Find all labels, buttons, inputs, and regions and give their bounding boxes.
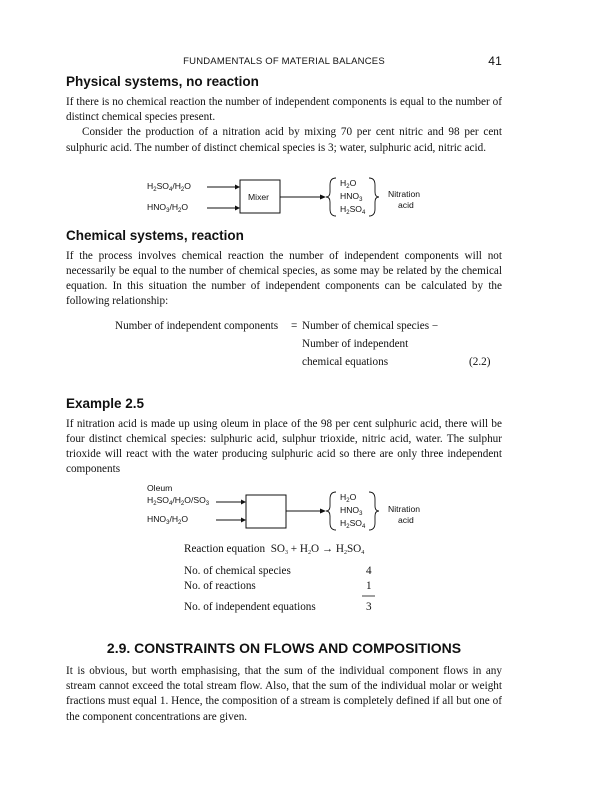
reaction-equation: $SO_3 + H_2O \to H_2SO_4$ bbox=[270, 543, 365, 556]
equation-lhs: Number of independent components bbox=[115, 320, 279, 332]
paragraph-constraints: It is obvious, but worth emphasising, that the sum of the individual component flows in any stream cannot exceed the total stream flow. Also, that the sum of the individual molar or weight fractions must equal 1. Hence, the composition of a stream is completely defined if all but one of the component concentrations are given. bbox=[66, 665, 502, 723]
equation-rhs-line2: Number of independent bbox=[302, 338, 409, 350]
oleum-outlet-water: $H_2O$ bbox=[340, 492, 357, 504]
oleum-left-brace bbox=[326, 492, 336, 530]
outlet-species-sulphuric: $H_2SO_4$ bbox=[340, 204, 366, 216]
paragraph-reaction-systems: If the process involves chemical reaction the number of independent components will not necessarily be equal to the number of chemical species, as some may be related by the chemical equation. In this situation the number of independent components can be calculated by the following relationship: bbox=[66, 249, 502, 308]
arrow-oleum-inlet-2 bbox=[241, 518, 246, 523]
oleum-product-line2: acid bbox=[398, 515, 414, 525]
oleum-inlet-label-2: $HNO_3/H_2O$ bbox=[147, 514, 189, 526]
row-value: 4 bbox=[366, 565, 372, 577]
arrow-oleum-outlet bbox=[320, 509, 326, 514]
paragraph-oleum-example: If nitration acid is made up using oleum in place of the 98 per cent sulphuric acid, there will be four distinct chemical species: sulphuric acid, sulphur trioxide, nitric acid, water. The sulphur trioxide will react with the water producing sulphuric acid so there are only three independent components bbox=[66, 417, 502, 476]
outlet-species-nitric: $HNO_3$ bbox=[340, 191, 363, 203]
reaction-label: Reaction equation bbox=[184, 543, 266, 555]
paragraph-nitration-example: Consider the production of a nitration acid by mixing 70 per cent nitric and 98 per cent sulphuric acid. The number of distinct chemical species is 3; water, sulphuric acid, nitric acid. bbox=[66, 126, 502, 154]
equation-equals: = bbox=[291, 320, 298, 332]
inlet-label-nitric: $HNO_3/H_2O$ bbox=[147, 202, 189, 214]
heading-example-2-5: Example 2.5 bbox=[66, 395, 145, 411]
section-2-9 bbox=[66, 640, 502, 725]
table-row bbox=[184, 565, 291, 577]
oleum-outlet-sulphuric: $H_2SO_4$ bbox=[340, 518, 366, 530]
mixer-label: Mixer bbox=[248, 192, 270, 202]
oleum-product-line1: Nitration bbox=[388, 504, 420, 514]
equation-number: (2.2) bbox=[469, 356, 491, 368]
table-row bbox=[184, 580, 256, 592]
oleum-mixer-box bbox=[246, 495, 286, 528]
product-label-line1: Nitration bbox=[388, 189, 420, 199]
running-title: FUNDAMENTALS OF MATERIAL BALANCES bbox=[183, 56, 385, 67]
outlet-species-water: $H_2O$ bbox=[340, 178, 357, 190]
heading-constraints: 2.9. CONSTRAINTS ON FLOWS AND COMPOSITIONS bbox=[106, 640, 462, 656]
oleum-right-brace bbox=[369, 492, 379, 530]
row-label: No. of chemical species bbox=[184, 565, 291, 577]
table-row bbox=[184, 601, 316, 613]
row-value: 1 bbox=[366, 580, 372, 592]
equation-rhs-line1: Number of chemical species − bbox=[302, 320, 439, 332]
row-value: 3 bbox=[366, 601, 372, 613]
arrow-oleum-inlet-1 bbox=[241, 500, 246, 505]
page-number: 41 bbox=[488, 54, 502, 68]
reaction-equation-line bbox=[184, 543, 364, 555]
row-label: No. of reactions bbox=[184, 580, 256, 592]
heading-chemical-systems: Chemical systems, reaction bbox=[66, 227, 244, 243]
inlet-label-sulphuric: $H_2SO_4/H_2O$ bbox=[147, 181, 191, 193]
oleum-outlet-nitric: $HNO_3$ bbox=[340, 505, 363, 517]
oleum-title: Oleum bbox=[147, 483, 173, 493]
row-label: No. of independent equations bbox=[184, 601, 316, 613]
product-label-line2: acid bbox=[398, 200, 414, 210]
paragraph-no-reaction: If there is no chemical reaction the number of independent components is equal to the number of distinct chemical species present. bbox=[66, 96, 502, 124]
equation-rhs-line3: chemical equations bbox=[302, 356, 389, 368]
heading-physical-systems: Physical systems, no reaction bbox=[66, 74, 259, 89]
oleum-inlet-label-1: $H_2SO_4/H_2O/SO_3$ bbox=[147, 495, 210, 507]
